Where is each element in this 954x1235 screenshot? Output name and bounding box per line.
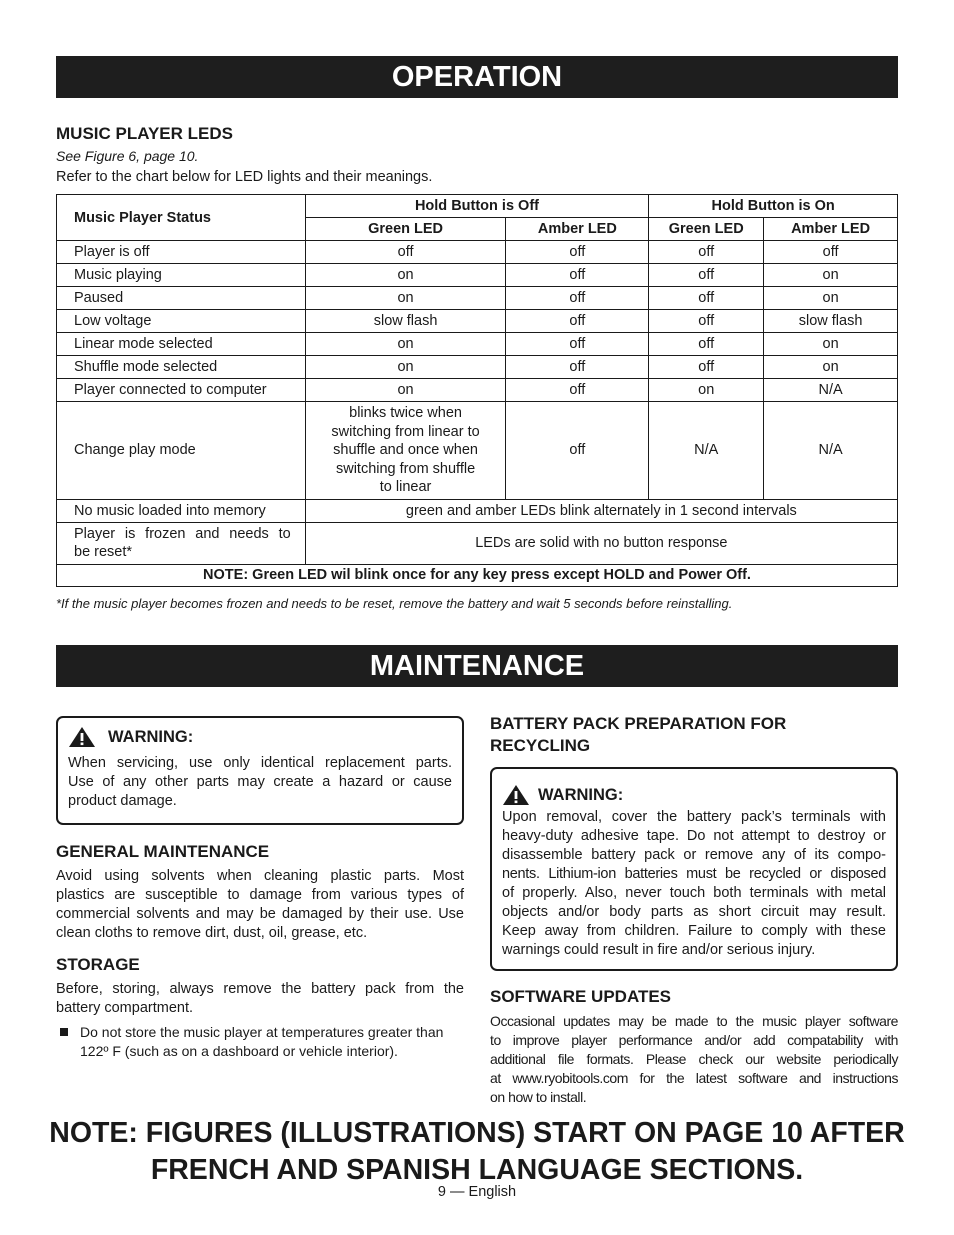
cell-line: switching from shuffle xyxy=(335,460,476,477)
warning-label: WARNING: xyxy=(538,785,624,804)
table-row xyxy=(57,241,898,264)
table-cell: off xyxy=(506,287,649,310)
text-line: Avoid using solvents when cleaning plastic parts. Most xyxy=(56,868,464,884)
warning-header xyxy=(502,784,886,806)
table-cell: on xyxy=(764,333,898,356)
cell-line: shuffle and once when xyxy=(333,442,478,458)
warning-text xyxy=(502,808,886,960)
table-row xyxy=(57,402,898,500)
note-line: NOTE: FIGURES (ILLUSTRATIONS) START ON PAGE 10 AFTER xyxy=(49,1117,905,1149)
text-line: additional file formats. Please check our website periodically xyxy=(490,1051,898,1067)
table-cell: off xyxy=(506,379,649,402)
table-cell: off xyxy=(506,310,649,333)
table-cell: off xyxy=(506,241,649,264)
table-row xyxy=(57,356,898,379)
table-cell: off xyxy=(764,241,898,264)
table-note: NOTE: Green LED wil blink once for any key press except HOLD and Power Off. xyxy=(57,564,898,586)
amber-led-header: Amber LED xyxy=(506,218,649,241)
hold-on-header: Hold Button is On xyxy=(649,195,898,218)
text-line: Occasional updates may be made to the music player software xyxy=(490,1013,898,1029)
table-cell: off xyxy=(506,356,649,379)
text-line: clean cloths to remove dirt, dust, oil, grease, etc. xyxy=(56,925,368,941)
table-row xyxy=(57,499,898,522)
music-leds-heading: MUSIC PLAYER LEDS xyxy=(56,124,233,143)
general-maintenance-text xyxy=(56,867,464,943)
text-line: Use of any other parts may create a hazard or cause xyxy=(68,774,452,790)
music-leds-section xyxy=(56,124,898,187)
text-line: plastics are susceptible to damage from various types of xyxy=(56,887,464,903)
table-row xyxy=(57,287,898,310)
maintenance-title: MAINTENANCE xyxy=(369,650,585,682)
table-row xyxy=(57,333,898,356)
cell-line: Player is frozen and needs to xyxy=(74,525,291,542)
amber-led-header: Amber LED xyxy=(764,218,898,241)
table-row xyxy=(57,379,898,402)
table-cell: on xyxy=(305,379,506,402)
text-line: Before, storing, always remove the battery pack from the xyxy=(56,981,464,997)
table-header-row xyxy=(57,195,898,218)
status-cell: Linear mode selected xyxy=(57,333,306,356)
text-line: battery compartment. xyxy=(56,1000,193,1016)
green-led-header: Green LED xyxy=(649,218,764,241)
software-heading: SOFTWARE UPDATES xyxy=(490,987,672,1006)
table-cell: slow flash xyxy=(305,310,506,333)
table-cell: off xyxy=(649,287,764,310)
table-cell: LEDs are solid with no button response xyxy=(305,522,897,564)
status-cell: No music loaded into memory xyxy=(57,499,306,522)
status-cell xyxy=(57,522,306,564)
table-cell: off xyxy=(649,333,764,356)
text-line: objects and/or body parts as short circuit may result. xyxy=(502,904,886,920)
status-cell: Change play mode xyxy=(57,402,306,500)
text-line: nents. Lithium-ion batteries must be recycled or disposed xyxy=(502,866,886,882)
text-line: Do not store the music player at temperatures greater than xyxy=(80,1024,444,1040)
text-line: of properly. Also, never touch both terminals with metal xyxy=(502,885,886,901)
status-cell: Player connected to computer xyxy=(57,379,306,402)
table-cell: green and amber LEDs blink alternately in 1 second intervals xyxy=(305,499,897,522)
text-line: on how to install. xyxy=(490,1089,587,1105)
bullet-text xyxy=(80,1023,443,1061)
table-cell: N/A xyxy=(764,402,898,500)
table-cell: on xyxy=(764,356,898,379)
storage-text xyxy=(56,980,464,1018)
heading-line: BATTERY PACK PREPARATION FOR xyxy=(490,714,787,733)
warning-triangle-icon xyxy=(68,726,96,748)
table-cell: slow flash xyxy=(764,310,898,333)
square-bullet-icon xyxy=(60,1028,68,1036)
table-cell: N/A xyxy=(649,402,764,500)
table-cell xyxy=(305,402,506,500)
table-cell: on xyxy=(305,264,506,287)
text-line: to improve player performance and/or add compatability with xyxy=(490,1032,898,1048)
software-text xyxy=(490,1012,898,1107)
table-cell: on xyxy=(649,379,764,402)
text-line: 122º F (such as on a dashboard or vehicle interior). xyxy=(80,1043,398,1059)
table-cell: on xyxy=(764,287,898,310)
led-status-table xyxy=(56,194,898,587)
operation-title: OPERATION xyxy=(391,61,563,93)
table-cell: off xyxy=(649,310,764,333)
reset-footnote: *If the music player becomes frozen and needs to be reset, remove the battery and wait 5 seconds before reinstalling. xyxy=(56,596,733,611)
software-section xyxy=(490,987,898,1107)
warning-label: WARNING: xyxy=(108,727,194,746)
storage-heading: STORAGE xyxy=(56,955,140,974)
led-intro: Refer to the chart below for LED lights and their meanings. xyxy=(56,169,433,185)
status-cell: Shuffle mode selected xyxy=(57,356,306,379)
table-cell: on xyxy=(305,356,506,379)
warning-box-battery xyxy=(490,767,898,971)
maintenance-banner xyxy=(56,645,898,687)
table-cell: off xyxy=(649,356,764,379)
note-line: FRENCH AND SPANISH LANGUAGE SECTIONS. xyxy=(150,1154,804,1186)
text-line: product damage. xyxy=(68,793,177,809)
table-cell: on xyxy=(764,264,898,287)
cell-line: blinks twice when xyxy=(349,405,462,421)
text-line: commercial solvents and may be damaged by their use. Use xyxy=(56,906,464,922)
text-line: disassemble battery pack or remove any of its compo- xyxy=(502,847,886,863)
general-maintenance-heading: GENERAL MAINTENANCE xyxy=(56,842,270,861)
text-line: heavy-duty adhesive tape. Do not attempt to destroy or xyxy=(502,828,886,844)
warning-triangle-icon xyxy=(502,784,530,806)
table-row xyxy=(57,264,898,287)
operation-banner xyxy=(56,56,898,98)
table-row xyxy=(57,310,898,333)
see-figure-ref: See Figure 6, page 10. xyxy=(56,148,199,164)
table-note-row xyxy=(57,564,898,586)
general-maintenance-section xyxy=(56,842,464,943)
cell-line: switching from linear to xyxy=(331,423,480,440)
table-cell: off xyxy=(649,241,764,264)
warning-header xyxy=(68,726,452,748)
status-cell: Player is off xyxy=(57,241,306,264)
table-cell: on xyxy=(305,287,506,310)
status-cell: Music playing xyxy=(57,264,306,287)
heading-line: RECYCLING xyxy=(490,736,591,755)
cell-line: be reset* xyxy=(74,544,133,560)
warning-box-parts xyxy=(56,716,464,825)
figures-note xyxy=(40,1115,914,1189)
status-column-header: Music Player Status xyxy=(57,195,306,241)
cell-line: to linear xyxy=(379,479,432,495)
green-led-header: Green LED xyxy=(305,218,506,241)
table-cell: off xyxy=(649,264,764,287)
text-line: Upon removal, cover the battery pack’s terminals with xyxy=(502,809,886,825)
battery-heading xyxy=(490,713,898,757)
table-cell: on xyxy=(305,333,506,356)
table-cell: off xyxy=(506,264,649,287)
text-line: When servicing, use only identical replacement parts. xyxy=(68,755,452,771)
status-cell: Paused xyxy=(57,287,306,310)
text-line: warnings could result in fire and/or serious injury. xyxy=(502,942,816,958)
warning-text xyxy=(68,754,452,811)
page-number: 9 — English xyxy=(437,1184,517,1200)
table-cell: off xyxy=(305,241,506,264)
status-cell: Low voltage xyxy=(57,310,306,333)
storage-section xyxy=(56,955,464,1061)
table-cell: N/A xyxy=(764,379,898,402)
storage-bullet xyxy=(56,1023,464,1061)
hold-off-header: Hold Button is Off xyxy=(305,195,649,218)
table-cell: off xyxy=(506,402,649,500)
table-cell: off xyxy=(506,333,649,356)
table-row xyxy=(57,522,898,564)
battery-section xyxy=(490,713,898,757)
text-line: Keep away from children. Failure to comply with these xyxy=(502,923,886,939)
text-line: at www.ryobitools.com for the latest software and instructions xyxy=(490,1070,898,1086)
